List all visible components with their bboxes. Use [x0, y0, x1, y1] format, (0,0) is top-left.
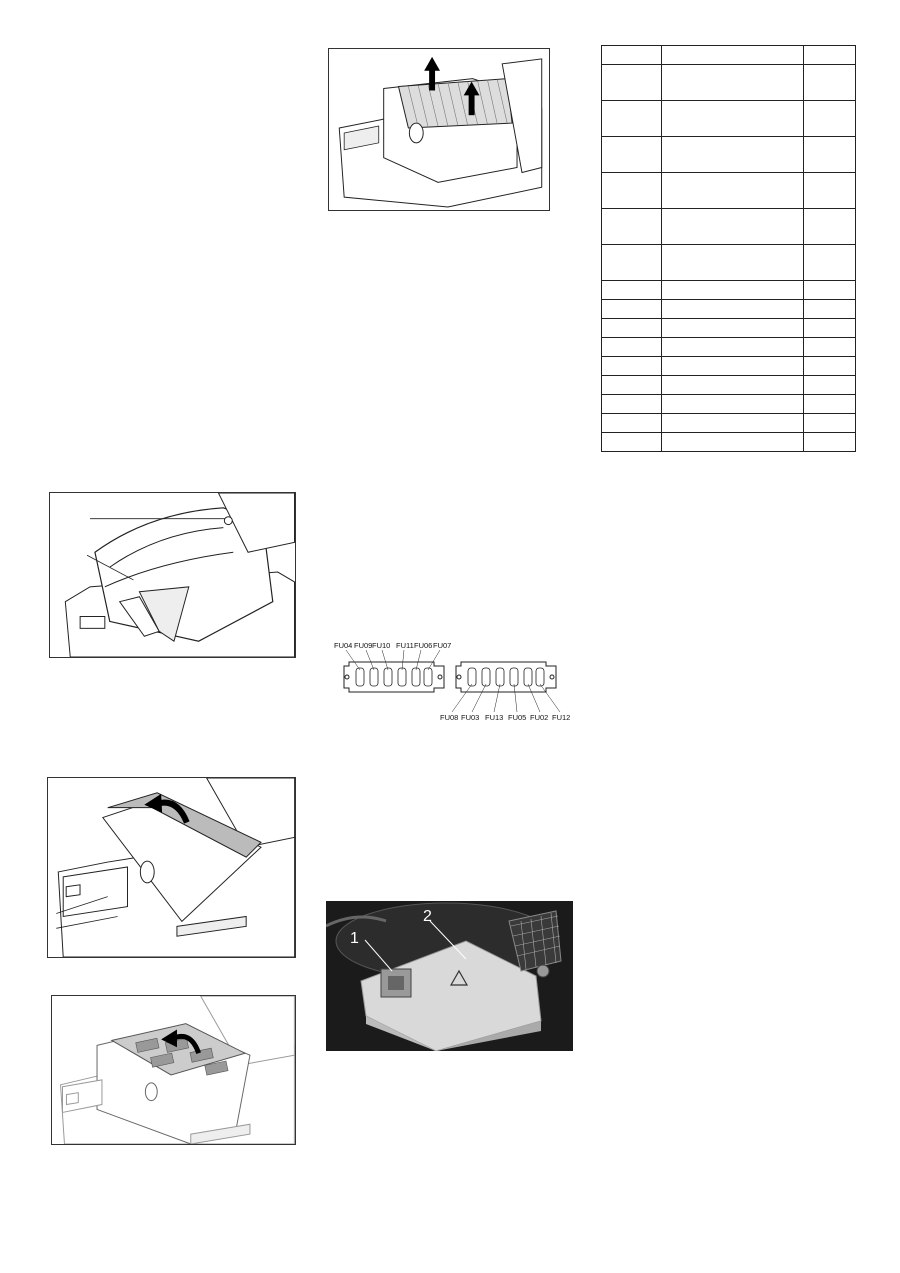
table-row [602, 357, 856, 376]
table-header-row [602, 46, 856, 65]
electrical-box-photo [326, 901, 573, 1051]
fuse-table [601, 45, 856, 452]
fuse-label-bottom: FU05 [508, 713, 527, 722]
fuse-block-diagram [334, 638, 584, 728]
hood-closed-illustration [50, 493, 295, 657]
table-row [602, 173, 856, 209]
figure-filter-removal [328, 48, 550, 211]
callout-2: 2 [423, 908, 432, 925]
fuse-label-bottom: FU12 [552, 713, 571, 722]
fuse-boards-illustration [52, 996, 295, 1144]
table-row [602, 338, 856, 357]
fuse-label-bottom: FU03 [461, 713, 480, 722]
table-row [602, 101, 856, 137]
table-row [602, 300, 856, 319]
fuse-label-top: FU11 [396, 641, 414, 650]
figure-hood-closed [49, 492, 296, 658]
table-row [602, 319, 856, 338]
fuse-label-top: FU10 [372, 641, 391, 650]
figure-fuse-boards [51, 995, 296, 1145]
table-row [602, 414, 856, 433]
fuse-block-left [344, 662, 444, 692]
fuse-label-bottom: FU02 [530, 713, 549, 722]
fuse-label-top: FU06 [414, 641, 433, 650]
table-row [602, 137, 856, 173]
table-row [602, 376, 856, 395]
hood-opening-illustration [48, 778, 295, 957]
table-row [602, 65, 856, 101]
fuse-label-top: FU07 [433, 641, 452, 650]
fuse-label-bottom: FU13 [485, 713, 504, 722]
filter-removal-illustration [329, 49, 549, 210]
callout-1: 1 [350, 930, 359, 947]
fuse-label-bottom: FU08 [440, 713, 459, 722]
table-row [602, 433, 856, 452]
table-row [602, 209, 856, 245]
table-row [602, 395, 856, 414]
latch-icon [224, 517, 232, 525]
fuse-label-top: FU04 [334, 641, 353, 650]
fuse-block-right [456, 662, 556, 692]
figure-hood-opening [47, 777, 296, 958]
photo-electrical-box [326, 901, 573, 1051]
table-row [602, 245, 856, 281]
fuse-label-top: FU09 [354, 641, 373, 650]
table-row [602, 281, 856, 300]
